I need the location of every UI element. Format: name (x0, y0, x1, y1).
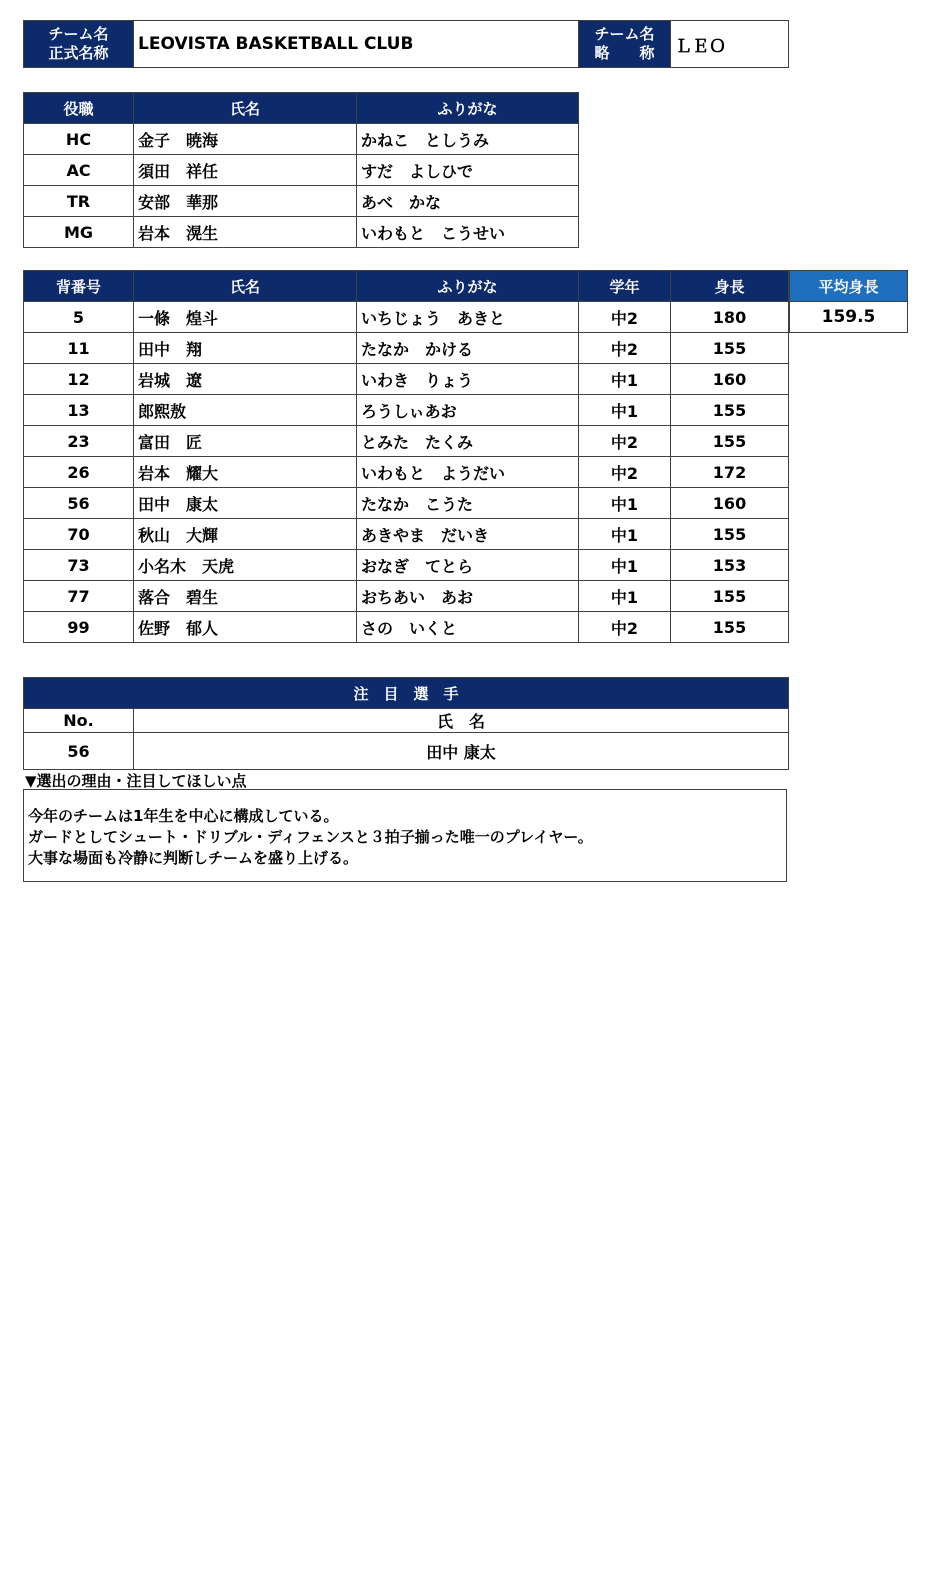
player-number: 23 (24, 426, 134, 457)
featured-name: 田中 康太 (134, 733, 789, 770)
player-number: 5 (24, 302, 134, 333)
reason-box (23, 789, 787, 882)
player-name: 郎熙敖 (134, 395, 357, 426)
player-grade: 中1 (579, 519, 671, 550)
staff-name: 金子 暁海 (134, 124, 357, 155)
staff-table (23, 92, 579, 248)
players-table (23, 270, 789, 643)
player-grade: 中2 (579, 426, 671, 457)
table-row (24, 333, 789, 364)
table-row (24, 364, 789, 395)
table-row (24, 186, 579, 217)
player-height: 155 (671, 395, 789, 426)
table-row (24, 612, 789, 643)
player-grade: 中1 (579, 364, 671, 395)
table-row (24, 302, 789, 333)
table-row (24, 395, 789, 426)
table-row (24, 426, 789, 457)
player-furigana: ろうしぃあお (357, 395, 579, 426)
player-name: 田中 翔 (134, 333, 357, 364)
player-furigana: さの いくと (357, 612, 579, 643)
players-header-name: 氏名 (134, 271, 357, 302)
staff-name: 須田 祥任 (134, 155, 357, 186)
table-row (24, 550, 789, 581)
player-number: 13 (24, 395, 134, 426)
player-height: 155 (671, 612, 789, 643)
player-furigana: いちじょう あきと (357, 302, 579, 333)
featured-no-header: No. (24, 709, 134, 733)
players-rows (24, 302, 789, 643)
staff-furigana: あべ かな (357, 186, 579, 217)
player-name: 富田 匠 (134, 426, 357, 457)
player-grade: 中1 (579, 488, 671, 519)
player-furigana: おちあい あお (357, 581, 579, 612)
table-row (24, 488, 789, 519)
player-grade: 中1 (579, 395, 671, 426)
player-furigana: たなか こうた (357, 488, 579, 519)
players-header-grade: 学年 (579, 271, 671, 302)
featured-name-header: 氏 名 (134, 709, 789, 733)
player-height: 155 (671, 581, 789, 612)
player-height: 160 (671, 488, 789, 519)
player-grade: 中2 (579, 333, 671, 364)
player-height: 155 (671, 426, 789, 457)
staff-name: 安部 華那 (134, 186, 357, 217)
player-number: 11 (24, 333, 134, 364)
player-name: 岩城 遼 (134, 364, 357, 395)
player-name: 一條 煌斗 (134, 302, 357, 333)
staff-header-furigana: ふりがな (357, 93, 579, 124)
player-height: 160 (671, 364, 789, 395)
reason-line: 今年のチームは1年生を中心に構成している。 (28, 807, 339, 825)
staff-name: 岩本 滉生 (134, 217, 357, 248)
players-header-number: 背番号 (24, 271, 134, 302)
reason-label: ▼選出の理由・注目してほしい点 (25, 772, 247, 790)
player-height: 180 (671, 302, 789, 333)
player-grade: 中2 (579, 612, 671, 643)
player-furigana: とみた たくみ (357, 426, 579, 457)
player-grade: 中1 (579, 550, 671, 581)
player-number: 70 (24, 519, 134, 550)
table-row (24, 457, 789, 488)
player-grade: 中2 (579, 302, 671, 333)
player-grade: 中1 (579, 581, 671, 612)
staff-header-role: 役職 (24, 93, 134, 124)
staff-role: HC (24, 124, 134, 155)
player-name: 小名木 天虎 (134, 550, 357, 581)
average-height-value: 159.5 (790, 302, 908, 333)
featured-player-table (23, 677, 789, 770)
reason-line: ガードとしてシュート・ドリブル・ディフェンスと３拍子揃った唯一のプレイヤー。 (28, 828, 593, 846)
player-height: 155 (671, 519, 789, 550)
reason-line: 大事な場面も冷静に判断しチームを盛り上げる。 (28, 849, 359, 867)
player-number: 77 (24, 581, 134, 612)
player-furigana: あきやま だいき (357, 519, 579, 550)
staff-role: TR (24, 186, 134, 217)
staff-furigana: かねこ としうみ (357, 124, 579, 155)
player-number: 26 (24, 457, 134, 488)
staff-role: AC (24, 155, 134, 186)
table-row (24, 519, 789, 550)
player-height: 155 (671, 333, 789, 364)
players-header-furigana: ふりがな (357, 271, 579, 302)
average-height-table (789, 270, 908, 333)
player-number: 73 (24, 550, 134, 581)
player-height: 153 (671, 550, 789, 581)
official-name-label: チーム名 正式名称 (24, 21, 134, 68)
player-name: 秋山 大輝 (134, 519, 357, 550)
player-name: 田中 康太 (134, 488, 357, 519)
player-height: 172 (671, 457, 789, 488)
player-furigana: いわもと ようだい (357, 457, 579, 488)
staff-header-name: 氏名 (134, 93, 357, 124)
player-name: 落合 碧生 (134, 581, 357, 612)
table-row (24, 155, 579, 186)
official-name-value: LEOVISTA BASKETBALL CLUB (134, 21, 579, 68)
average-height-header: 平均身長 (790, 271, 908, 302)
player-name: 佐野 郁人 (134, 612, 357, 643)
player-number: 12 (24, 364, 134, 395)
team-name-table (23, 20, 789, 68)
short-name-value: ＬＥＯ (671, 21, 789, 68)
table-row (24, 581, 789, 612)
featured-no: 56 (24, 733, 134, 770)
player-furigana: たなか かける (357, 333, 579, 364)
players-header-height: 身長 (671, 271, 789, 302)
staff-role: MG (24, 217, 134, 248)
player-grade: 中2 (579, 457, 671, 488)
staff-furigana: すだ よしひで (357, 155, 579, 186)
short-name-label: チーム名 略 称 (579, 21, 671, 68)
player-name: 岩本 耀大 (134, 457, 357, 488)
player-number: 99 (24, 612, 134, 643)
table-row (24, 124, 579, 155)
player-furigana: おなぎ てとら (357, 550, 579, 581)
table-row (24, 217, 579, 248)
player-number: 56 (24, 488, 134, 519)
featured-title: 注 目 選 手 (24, 678, 789, 709)
staff-furigana: いわもと こうせい (357, 217, 579, 248)
player-furigana: いわき りょう (357, 364, 579, 395)
